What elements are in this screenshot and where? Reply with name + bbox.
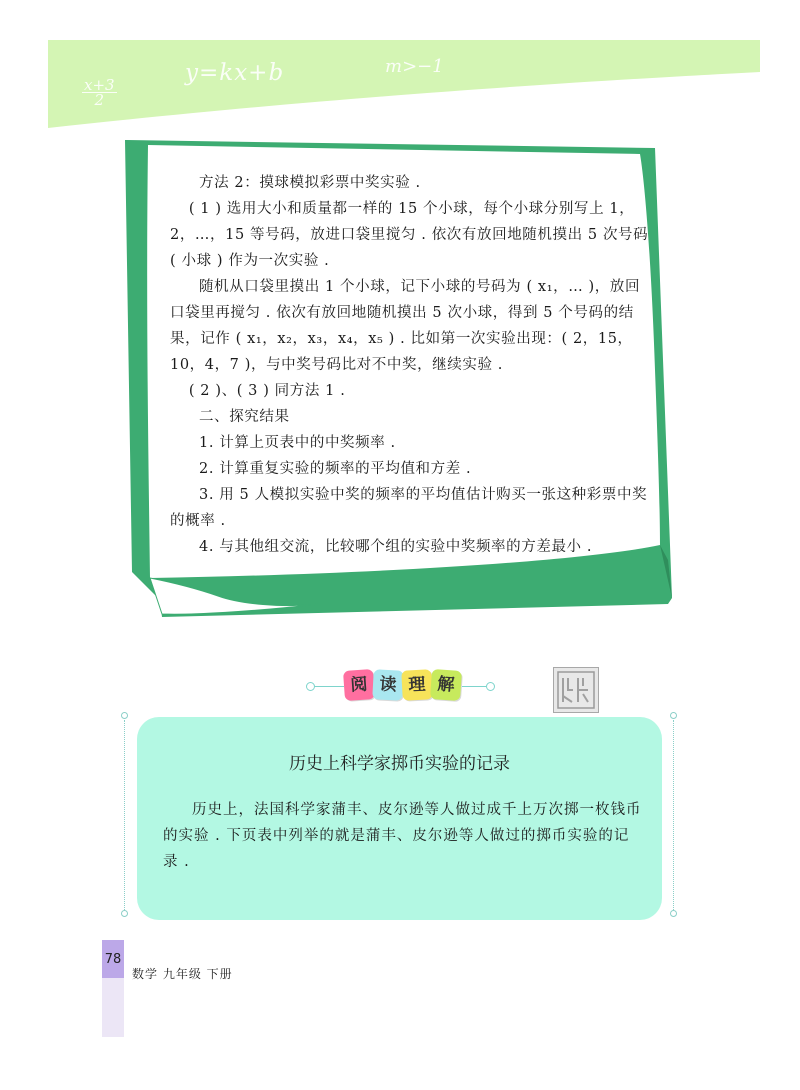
- banner-line-right: [462, 686, 486, 687]
- guide-line-left: [124, 720, 125, 910]
- note-paragraph: 1. 计算上页表中的中奖频率 .: [199, 435, 396, 451]
- guide-dot-left-bottom: [121, 910, 128, 917]
- note-paragraph: 3. 用 5 人模拟实验中奖的频率的平均值估计购买一张这种彩票中奖的概率 .: [170, 487, 648, 529]
- note-paragraph: 2. 计算重复实验的频率的平均值和方差 .: [199, 461, 472, 477]
- banner-tile: 解: [430, 669, 462, 701]
- guide-dot-left-top: [121, 712, 128, 719]
- header-formula-linear: y=kx+b: [185, 60, 285, 86]
- note-text: [170, 170, 655, 560]
- banner-line-left: [314, 686, 344, 687]
- guide-line-right: [673, 720, 674, 910]
- formula-numerator: x+3: [84, 76, 115, 94]
- note-section-heading: 二、探究结果: [199, 409, 290, 425]
- reading-panel: [137, 717, 662, 920]
- guide-dot-right-bottom: [670, 910, 677, 917]
- reading-body: [163, 797, 643, 875]
- banner-tile: 读: [372, 669, 404, 701]
- note-paragraph: 方法 2：摸球模拟彩票中奖实验 .: [199, 175, 421, 191]
- banner-tile: 阅: [343, 669, 375, 701]
- banner-tile: 理: [401, 669, 433, 701]
- reading-banner: [300, 667, 500, 707]
- note-paragraph: ( 2 )、( 3 ) 同方法 1 .: [188, 383, 346, 399]
- note-paragraph: 4. 与其他组交流，比较哪个组的实验中奖频率的方差最小 .: [199, 539, 593, 555]
- formula-denominator: 2: [94, 91, 105, 109]
- page-number: 78: [104, 952, 122, 967]
- note-paragraph: ( 1 ) 选用大小和质量都一样的 15 个小球，每个小球分别写上 1，2，…，15 等号码，放进口袋里搅匀 . 依次有放回地随机摸出 5 次号码 ( 小球 ) 作为一次实验 .: [170, 201, 649, 269]
- reading-paragraph: 历史上，法国科学家蒲丰、皮尔逊等人做过成千上万次掷一枚钱币的实验 . 下页表中列举的就是蒲丰、皮尔逊等人做过的掷币实验的记录 .: [163, 802, 642, 870]
- reading-title: 历史上科学家掷币实验的记录: [289, 754, 510, 774]
- banner-dot-right: [486, 682, 495, 691]
- book-title: 数学 九年级 下册: [132, 967, 233, 981]
- guide-dot-right-top: [670, 712, 677, 719]
- seal-stamp-icon: [553, 667, 599, 713]
- note-paragraph: 随机从口袋里摸出 1 个小球，记下小球的号码为 ( x₁，… )，放回口袋里再搅匀 . 依次有放回地随机摸出 5 次小球，得到 5 个号码的结果，记作 ( x₁，x₂，x₃，x₄，x₅ ) . 比如第一次实验出现：( 2，15，10，4，7 )，与中奖号码比对不中奖，继续实验 .: [170, 279, 641, 373]
- header-formula-inequality: m>−1: [385, 56, 444, 77]
